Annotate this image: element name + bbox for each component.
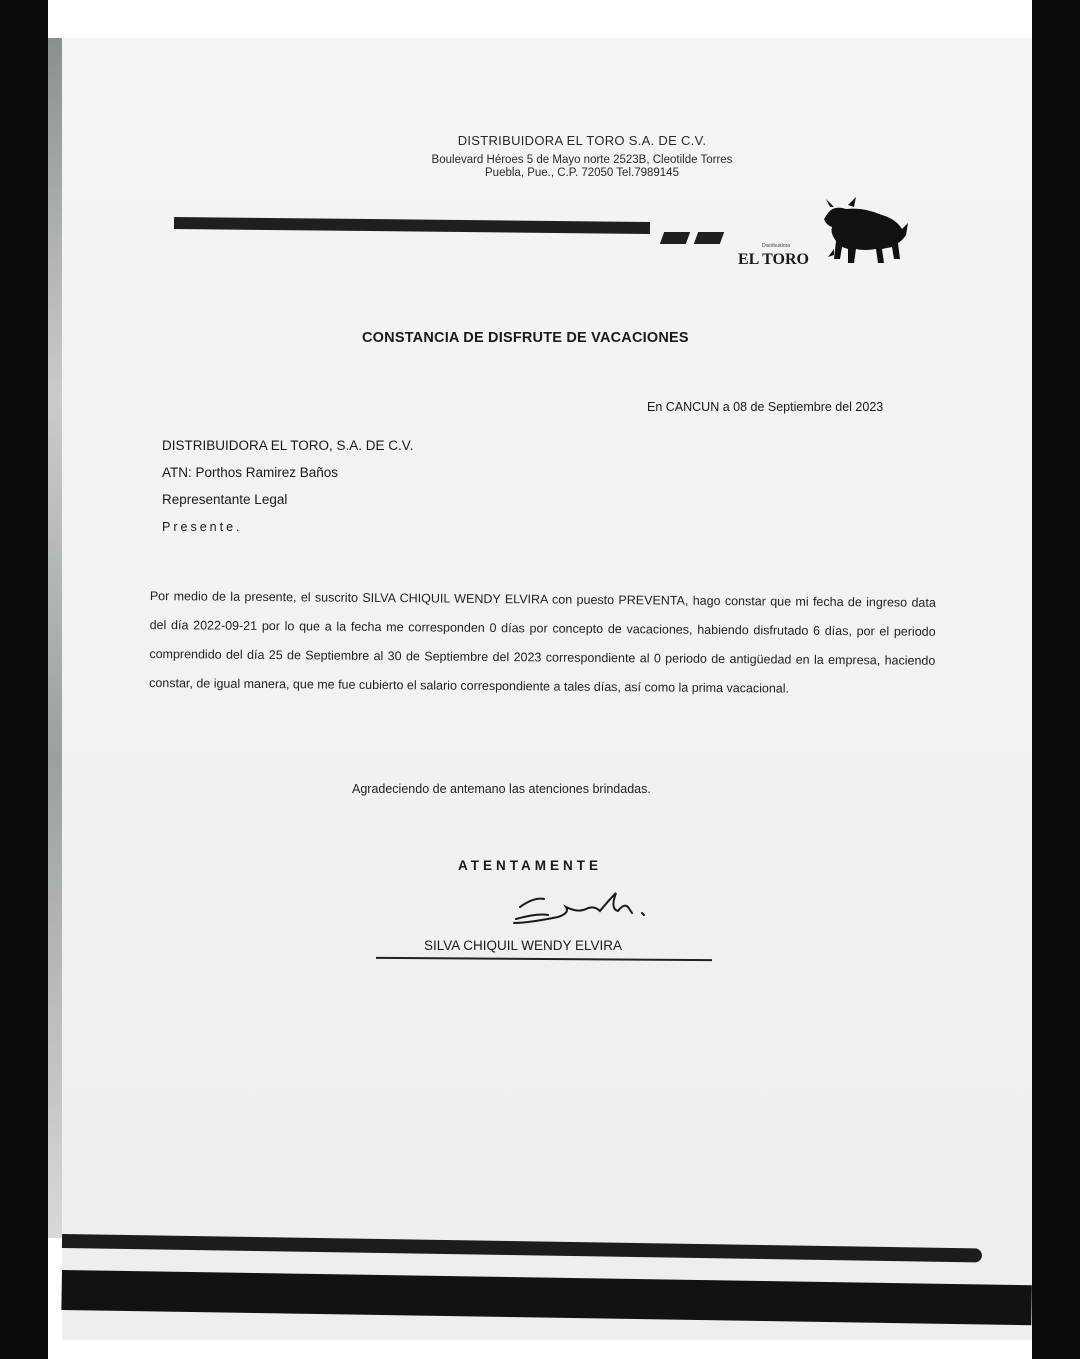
recipient-role: Representante Legal xyxy=(162,492,288,507)
recipient-presente: Presente. xyxy=(162,520,243,534)
signature-line xyxy=(376,957,712,961)
footer-bar-thick xyxy=(61,1270,1032,1325)
document-title: CONSTANCIA DE DISFRUTE DE VACACIONES xyxy=(362,330,689,346)
date-line: En CANCUN a 08 de Septiembre del 2023 xyxy=(647,400,884,414)
header-divider-bar xyxy=(174,217,650,234)
company-logo xyxy=(734,193,914,283)
logo-small-text: Distribuidora xyxy=(762,243,791,249)
document-page xyxy=(62,38,1032,1340)
signer-name: SILVA CHIQUIL WENDY ELVIRA xyxy=(424,938,623,953)
header-divider-block xyxy=(660,232,690,244)
recipient-block xyxy=(162,436,413,544)
handwritten-signature xyxy=(508,883,668,928)
company-name: DISTRIBUIDORA EL TORO S.A. DE C.V. xyxy=(457,133,707,148)
top-white-border xyxy=(48,0,1032,38)
left-black-border xyxy=(0,0,48,1359)
header-divider-block xyxy=(694,232,724,244)
logo-text: EL TORO xyxy=(738,251,809,268)
recipient-company: DISTRIBUIDORA EL TORO, S.A. DE C.V. xyxy=(162,438,414,453)
recipient-attention: ATN: Porthos Ramirez Baños xyxy=(162,465,339,480)
body-paragraph: Por medio de la presente, el suscrito SILVA CHIQUIL WENDY ELVIRA con puesto PREVENTA, hago constar que mi fecha de ingreso data del día 2022-09-21 por lo que a la fecha me corresponden 0 días por concepto de vacaciones, habiendo disfrutado 6 días, por el periodo comprendido del día 25 de Septiembre al 30 de Septiembre del 2023 correspondiente al 0 periodo de antigüedad en la empresa, haciendo constar, de igual manera, que me fue cubierto el salario correspondiente a tales días, así como la prima vacacional. xyxy=(149,588,936,696)
right-black-border xyxy=(1032,0,1080,1359)
address-line-1: Boulevard Héroes 5 de Mayo norte 2523B, Cleotilde Torres xyxy=(431,154,733,166)
company-address xyxy=(362,154,802,180)
bull-icon xyxy=(804,193,914,283)
closing-line: Agradeciendo de antemano las atenciones brindadas. xyxy=(352,782,651,796)
bottom-white-border xyxy=(48,1340,1032,1359)
address-line-2: Puebla, Pue., C.P. 72050 Tel.7989145 xyxy=(485,167,679,179)
company-header xyxy=(362,133,802,180)
footer-bar-thin xyxy=(62,1234,982,1262)
signature-label: ATENTAMENTE xyxy=(458,858,602,873)
